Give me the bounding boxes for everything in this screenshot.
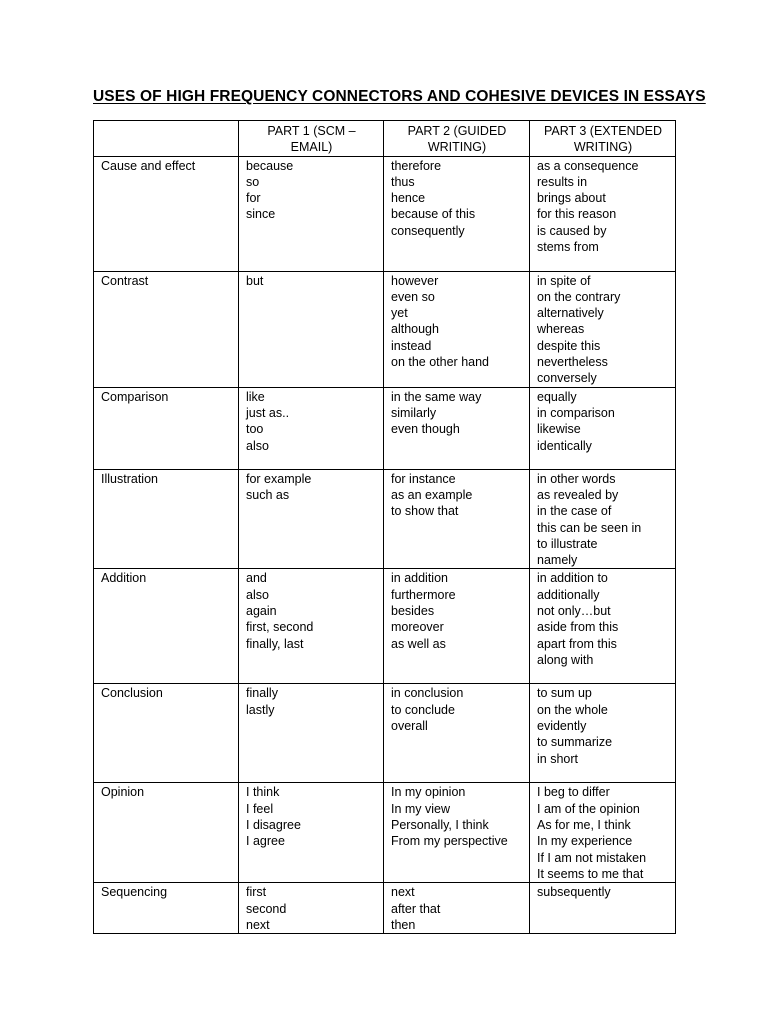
part1-cell: like just as.. too also <box>239 387 384 469</box>
document-title: USES OF HIGH FREQUENCY CONNECTORS AND COHESIVE DEVICES IN ESSAYS <box>93 88 706 105</box>
part3-cell: I beg to differ I am of the opinion As for me, I think In my experience If I am not mistaken It seems to me that <box>530 783 676 883</box>
category-cell: Sequencing <box>94 883 239 934</box>
part2-cell: in addition furthermore besides moreover as well as <box>384 569 530 684</box>
header-part-1: PART 1 (SCM – EMAIL) <box>239 121 384 157</box>
part1-cell: for example such as <box>239 469 384 569</box>
table-row-illustration <box>94 469 676 569</box>
part2-cell: however even so yet although instead on the other hand <box>384 271 530 387</box>
table-header-row <box>94 121 676 157</box>
part3-cell: subsequently <box>530 883 676 934</box>
table-row-addition <box>94 569 676 684</box>
category-cell: Comparison <box>94 387 239 469</box>
connectors-table <box>93 120 676 934</box>
table-row-comparison <box>94 387 676 469</box>
part3-cell: to sum up on the whole evidently to summarize in short <box>530 684 676 783</box>
header-part-3: PART 3 (EXTENDED WRITING) <box>530 121 676 157</box>
part1-cell: finally lastly <box>239 684 384 783</box>
part2-cell: In my opinion In my view Personally, I think From my perspective <box>384 783 530 883</box>
category-cell: Illustration <box>94 469 239 569</box>
part1-cell: first second next <box>239 883 384 934</box>
part3-cell: in spite of on the contrary alternatively whereas despite this nevertheless conversely <box>530 271 676 387</box>
part1-cell: but <box>239 271 384 387</box>
header-part-2: PART 2 (GUIDED WRITING) <box>384 121 530 157</box>
table-row-contrast <box>94 271 676 387</box>
category-cell: Addition <box>94 569 239 684</box>
part2-cell: next after that then <box>384 883 530 934</box>
part1-cell: because so for since <box>239 156 384 271</box>
table-row-conclusion <box>94 684 676 783</box>
table-row-cause-and-effect <box>94 156 676 271</box>
part3-cell: as a consequence results in brings about for this reason is caused by stems from <box>530 156 676 271</box>
category-cell: Contrast <box>94 271 239 387</box>
category-cell: Conclusion <box>94 684 239 783</box>
part2-cell: for instance as an example to show that <box>384 469 530 569</box>
part2-cell: in conclusion to conclude overall <box>384 684 530 783</box>
part1-cell: and also again first, second finally, last <box>239 569 384 684</box>
part3-cell: equally in comparison likewise identically <box>530 387 676 469</box>
category-cell: Cause and effect <box>94 156 239 271</box>
category-cell: Opinion <box>94 783 239 883</box>
part3-cell: in other words as revealed by in the case of this can be seen in to illustrate namely <box>530 469 676 569</box>
part2-cell: in the same way similarly even though <box>384 387 530 469</box>
table-row-sequencing <box>94 883 676 934</box>
part2-cell: therefore thus hence because of this consequently <box>384 156 530 271</box>
part1-cell: I think I feel I disagree I agree <box>239 783 384 883</box>
table-row-opinion <box>94 783 676 883</box>
part3-cell: in addition to additionally not only…but aside from this apart from this along with <box>530 569 676 684</box>
header-category <box>94 121 239 157</box>
